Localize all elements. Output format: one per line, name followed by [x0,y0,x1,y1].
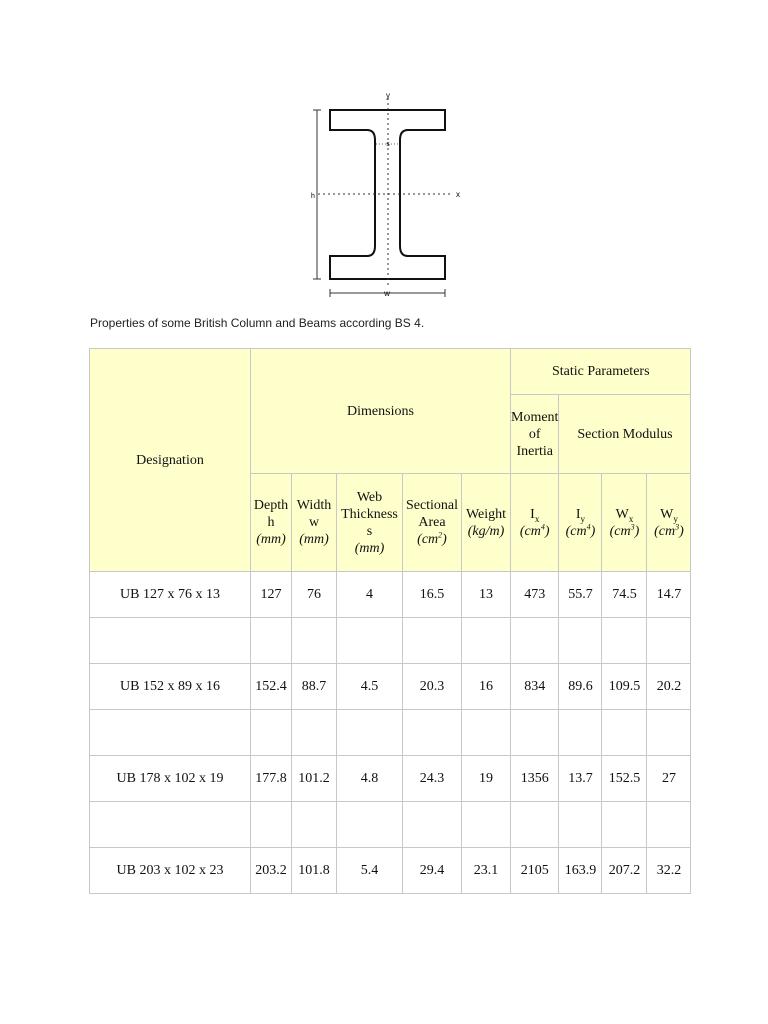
table-row [90,802,691,848]
static-parameters-header: Static Parameters [511,349,691,395]
section-modulus-header: Section Modulus [559,395,691,474]
depth-label: h [311,193,315,200]
axis-x-label: x [456,190,460,199]
col-wx-header: $W_x$ $(cm^3)$ [602,474,647,572]
axis-y-label: y [386,91,390,100]
col-depth-header: Depth h (mm) [251,474,292,572]
col-ix-header: $I_x$ $(cm^4)$ [511,474,559,572]
col-web-thickness-header: Web Thickness s (mm) [337,474,403,572]
col-width-header: Width w (mm) [292,474,337,572]
col-sectional-area-header: Sectional Area $(cm^2)$ [403,474,462,572]
col-wy-header: $W_y$ $(cm^3)$ [647,474,691,572]
table-row: UB 127 x 76 x 13 127 76 4 16.5 13 473 55.7 74.5 14.7 [90,572,691,618]
beam-properties-table [89,348,691,894]
dimensions-header: Dimensions [251,349,511,474]
col-iy-header: $I_y$ $(cm^4)$ [559,474,602,572]
flange-label: s [386,141,390,148]
designation-header: Designation [90,349,251,572]
width-label: w [384,289,390,298]
table-row: UB 152 x 89 x 16 152.4 88.7 4.5 20.3 16 834 89.6 109.5 20.2 [90,664,691,710]
col-weight-header: Weight (kg/m) [462,474,511,572]
moment-of-inertia-header: Moment of Inertia [511,395,559,474]
i-beam-diagram [300,88,480,303]
table-caption: Properties of some British Column and Beams according BS 4. [90,316,425,330]
table-row [90,618,691,664]
table-row: UB 178 x 102 x 19 177.8 101.2 4.8 24.3 19 1356 13.7 152.5 27 [90,756,691,802]
table-row: UB 203 x 102 x 23 203.2 101.8 5.4 29.4 23.1 2105 163.9 207.2 32.2 [90,848,691,894]
table-row [90,710,691,756]
